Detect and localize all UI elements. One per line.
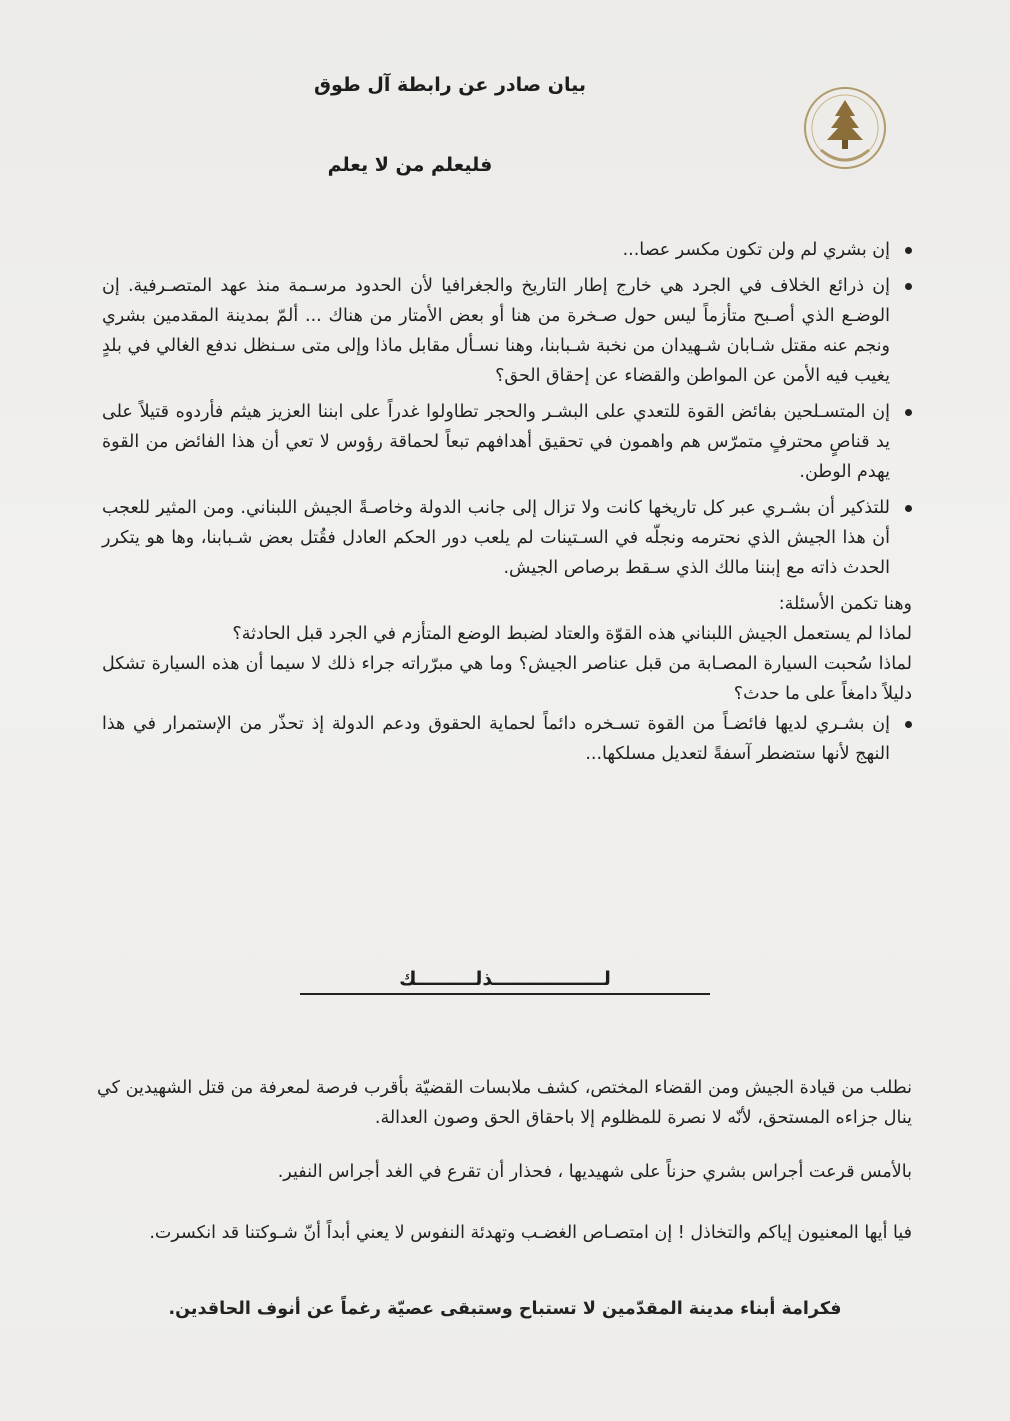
divider-line [300,993,710,995]
section-divider [300,968,710,1008]
bullet-item: إن بشـري لديها فائضـاً من القوة تسـخره دائماً لحماية الحقوق ودعم الدولة إذ تحذّر من الإستمرار في هذا النهج لأنها ستضطر آسفةً لتعديل مسلكها... [102,709,890,769]
closing-paragraph-4: فكرامة أبناء مدينة المقدّمين لا تستباح وستبقى عصيّة رغماً عن أنوف الحاقدين. [168,1299,842,1319]
closing-paragraph-1: نطلب من قيادة الجيش ومن القضاء المختص، كشف ملابسات القضيّة بأقرب فرصة لمعرفة من قتل الشهيدين كي ينال جزاءه المستحق، لأنّه لا نصرة للمظلوم إلا باحقاق الحق وصون العدالة. [97,1078,912,1128]
questions-intro: وهنا تكمن الأسئلة: [778,594,912,614]
bullet-section [102,235,912,775]
bullet-item: إن المتسـلحين بفائض القوة للتعدي على البشـر والحجر تطاولوا غدراً على ابننا العزيز هيثم فأردوه قتيلاً على يد قناصٍ محترفٍ متمرّس هم واهمون في تحقيق أهدافهم تبعاً لحماقة رؤوس لا تعي أن هذا الفائض من القوة يهدم الوطن. [102,397,890,487]
closing-paragraph-2: بالأمس قرعت أجراس بشري حزناً على شهيديها ، فحذار أن تقرع في الغد أجراس النفير. [277,1162,912,1182]
bullet-item: إن ذرائع الخلاف في الجرد هي خارج إطار التاريخ والجغرافيا لأن الحدود مرسـمة منذ عهد المتصـرفية. إن الوضـع الذي أصـبح متأزماً ليس حول صـخرة من هنا أو بعض الأمتار من هناك ... ألمّ بمدينة المقدمين بشري ونجم عنه مقتل شـابان شـهيدان من نخبة شـبابنا، وهنا نسـأل مقابل ماذا وإلى متى سـنظل ندفع الغالي في بلدٍ يغيب فيه الأمن عن المواطن والقضاء عن إحقاق الحق؟ [102,271,890,391]
cedar-emblem-logo [795,78,895,178]
document-subtitle: فليعلم من لا يعلم [327,154,493,176]
bullet-item: للتذكير أن بشـري عبر كل تاريخها كانت ولا تزال إلى جانب الدولة وخاصـةً الجيش اللبناني. ومن المثير للعجب أن هذا الجيش الذي نحترمه ونجلّه في السـتينات لم يلعب دور الحكم العادل فقُتل بعض شـبابنا، وها هو يتكرر الحدث ذاته مع إبننا مالك الذي سـقط برصاص الجيش. [102,493,890,583]
question-1: لماذا لم يستعمل الجيش اللبناني هذه القوّة والعتاد لضبط الوضع المتأزم في الجرد قبل الحادثة؟ [232,624,912,644]
document-title: بيان صادر عن رابطة آل طوق [314,74,586,96]
closing-paragraph-3: فيا أيها المعنيون إياكم والتخاذل ! إن امتصـاص الغضـب وتهدئة النفوس لا يعني أبداً أنّ شـوكتنا قد انكسرت. [149,1223,912,1243]
question-2: لماذا سُحبت السيارة المصـابة من قبل عناصر الجيش؟ وما هي مبرّراته جراء ذلك لا سيما أن هذه السيارة تشكل دليلاً دامغاً على ما حدث؟ [102,654,912,704]
divider-text: لـــــــــــــــــذلـــــــــك [399,968,611,990]
bullet-item: إن بشري لم ولن تكون مكسر عصا... [102,235,890,265]
